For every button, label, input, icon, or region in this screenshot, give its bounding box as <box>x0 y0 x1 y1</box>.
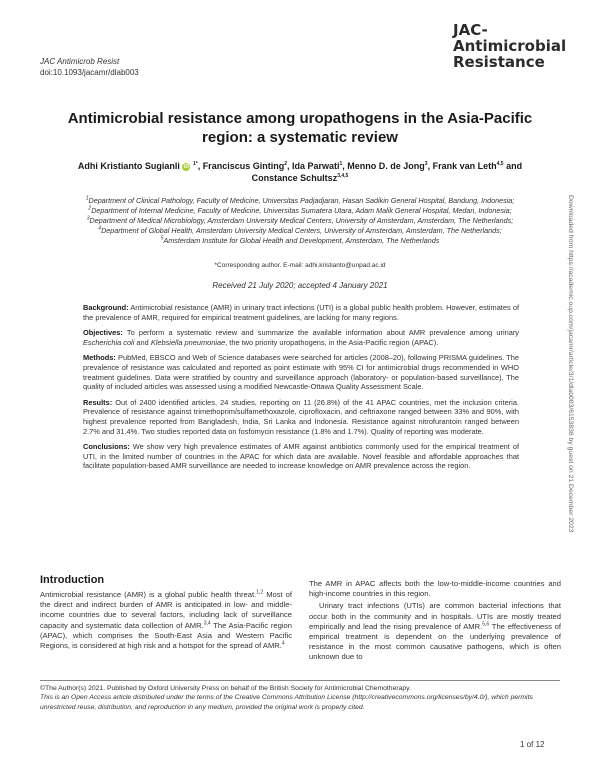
abstract-conclusions: Conclusions: We show very high prevalence estimates of AMR against antibiotics commonly used for the empirical treatment of UTI, in the limited number of countries in the APAC for which data are available. Novel feasible and affordable approaches that facilitate population-based AMR surveillance are needed to increase knowledge on AMR prevalence across the region. <box>83 442 519 471</box>
affiliation-line: $^5$Amsterdam Institute for Global Health and Development, Amsterdam, The Netherlands <box>160 235 440 245</box>
author-affiliation-sup: 3,4,5 <box>337 173 349 179</box>
citation-link[interactable]: 4 <box>281 640 285 647</box>
license-note[interactable]: This is an Open Access article distributed under the terms of the Creative Commons Attribution License (http://creativecommons.org/licenses/by/4.0/), which permits unrestricted reuse, distribution, and reproduction in any medium, provided the original work is properly cited. <box>40 694 533 711</box>
journal-name: JAC Antimicrob Resist <box>40 57 120 66</box>
copyright-line: ©The Author(s) 2021. Published by Oxford University Press on behalf of the British Society for Antimicrobial Chemotherapy. <box>40 685 411 692</box>
intro-paragraph-3: Urinary tract infections (UTIs) are common bacterial infections that occur both in the community and in hospitals. UTIs are mostly treated empirically and lead the rising prevalence of AMR.$^{5,6}$ The effectiveness of empirical treatment is dependent on the underlying prevalence of resistance in the most common causative pathogens, which is often unknown due to <box>309 601 561 662</box>
affiliation-line: $^2$Department of Internal Medicine, Faculty of Medicine, Universitas Sumatera Utara, Adam Malik General Hospital, Medan, Indonesia; <box>88 205 512 215</box>
intro-paragraph-2: The AMR in APAC affects both the low-to-middle-income countries and high-income countries in this region. <box>309 579 561 599</box>
author-name[interactable]: , Ida Parwati <box>286 161 340 171</box>
footer-divider <box>40 680 560 681</box>
author-name[interactable]: Constance Schultsz <box>251 173 338 183</box>
author-affiliation-sup: 4,5 <box>496 161 504 167</box>
intro-paragraph-1: Antimicrobial resistance (AMR) is a global public health threat.$^{1,2}$ Most of the direct and indirect burden of AMR is anticipated in low- and middle-income countries due to several factors, including lack of surveillance capacity and systematic data collection of AMR.$^{3,4}$ The Asia-Pacific region (APAC), which comprises the South-East Asia and Western Pacific Regions, is considered at high risk and a hotspot for the spread of AMR.$^4$ <box>40 589 293 651</box>
affiliations <box>30 196 570 246</box>
citation-link[interactable]: 5,6 <box>482 621 490 628</box>
article-title: Antimicrobial resistance among uropathogens in the Asia-Pacific region: a systematic review <box>67 110 533 146</box>
author-list <box>60 160 540 184</box>
author-affiliation-sup: 3 <box>424 161 428 167</box>
abstract-objectives: Objectives: To perform a systematic review and summarize the available information about AMR prevalence among urinary Escherichia coli and Klebsiella pneumoniae, the two priority uropathogens, in the Asia-Pacific region (APAC). <box>83 328 519 347</box>
abstract-results: Results: Out of 2400 identified articles, 24 studies, reporting on 11 (26.8%) of the 41 APAC countries, met the inclusion criteria. Prevalence of resistance against trimethoprim/sulfamethoxazole, ciprofloxacin, and ceftriaxone ranged between 33% and 90%, with highest prevalence reported from Bangladesh, India, Sri Lanka and Indonesia. Resistance against nitrofurantoin ranged between 2.7% and 31.4%. Two studies reported data on fosfomycin resistance (1.8% and 1.7%). Quality of reporting was moderate. <box>83 397 519 436</box>
journal-logo <box>453 22 593 70</box>
author-name[interactable]: Adhi Kristianto Sugianli <box>77 161 180 171</box>
section-heading: Introduction <box>40 574 105 586</box>
download-watermark: Downloaded from https://academic.oup.com/jacamr/article/3/1/dlab003/6153836 by guest on 21 December 2023 <box>567 195 574 533</box>
author-conjunction: and <box>503 161 523 171</box>
doi: doi:10.1093/jacamr/dlab003 <box>40 68 139 77</box>
abstract-background: Background: Antimicrobial resistance (AMR) in urinary tract infections (UTI) is a global public health problem. However, estimates of the prevalence of AMR, required for empirical treatment guidelines, are lacking for many regions. <box>83 303 519 322</box>
journal-logo-line2: Antimicrobial <box>453 37 567 55</box>
orcid-icon[interactable]: iD <box>183 163 189 170</box>
affiliation-line: $^4$Department of Global Health, Amsterdam University Medical Centers, University of Amsterdam, Amsterdam, The Netherlands; <box>98 225 502 235</box>
affiliation-line: $^3$Department of Medical Microbiology, Amsterdam University Medical Centers, University of Amsterdam, Amsterdam, The Netherlands; <box>86 215 514 225</box>
abstract <box>83 303 519 477</box>
journal-logo-line1: JAC- <box>453 21 488 39</box>
citation-link[interactable]: 3,4 <box>203 620 211 627</box>
page-number: 1 of 12 <box>520 740 545 749</box>
author-name[interactable]: , Frank van Leth <box>427 161 497 171</box>
footer <box>40 684 560 712</box>
author-affiliation-sup: 1* <box>192 161 198 167</box>
author-name[interactable]: , Franciscus Ginting <box>197 161 285 171</box>
body-column-left <box>40 590 292 651</box>
citation-link[interactable]: 1,2 <box>256 589 264 596</box>
body-column-right <box>309 579 561 663</box>
author-affiliation-sup: 1 <box>339 161 343 167</box>
journal-logo-line3: Resistance <box>453 53 545 71</box>
corresponding-author: *Corresponding author. E-mail: adhi.kristianto@unpad.ac.id <box>214 262 386 269</box>
author-affiliation-sup: 2 <box>284 161 287 167</box>
received-date: Received 21 July 2020; accepted 4 January 2021 <box>212 281 388 290</box>
author-name[interactable]: , Menno D. de Jong <box>342 161 425 171</box>
affiliation-line: $^1$Department of Clinical Pathology, Faculty of Medicine, Universitas Padjadjaran, Hasan Sadikin General Hospital, Bandung, Indonesia; <box>85 195 515 205</box>
abstract-methods: Methods: PubMed, EBSCO and Web of Science databases were searched for articles (2008–20), following PRISMA guidelines. The prevalence of resistance was calculated and reported as point estimate with 95% CI for antimicrobial drugs recommended in WHO treatment guidelines. Data were stratified by country and surveillance approach (laboratory- or population-based surveillance). The quality of included articles was assessed using a modified Newcastle-Ottawa Quality Assessment Scale. <box>83 353 519 392</box>
